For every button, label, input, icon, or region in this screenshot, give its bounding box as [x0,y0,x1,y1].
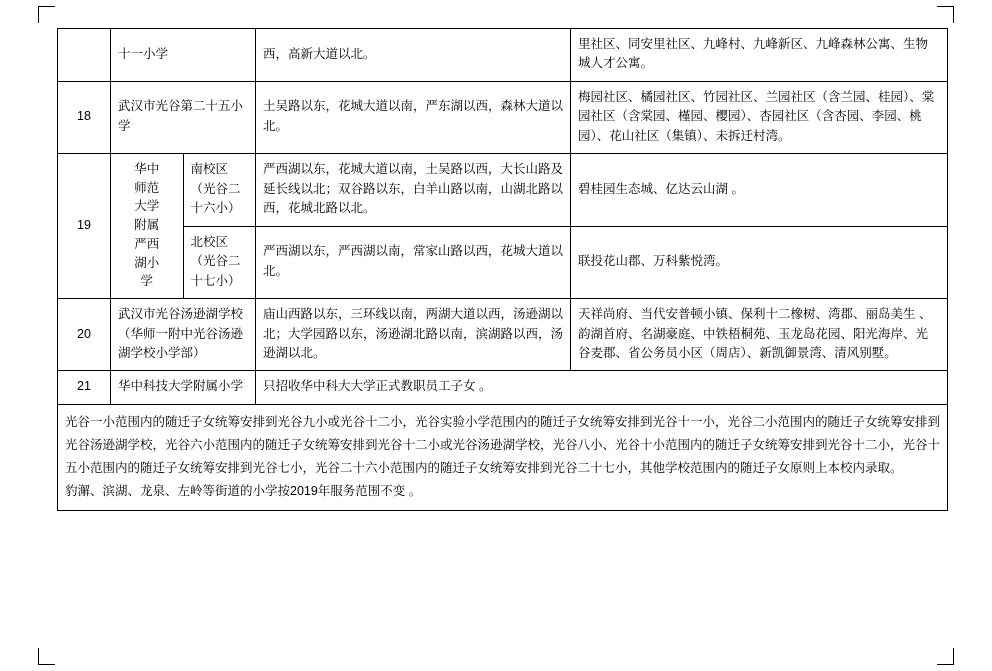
school-name-line: 学 [140,274,153,289]
school-name-line: 严西 [134,236,160,251]
community-list-cell: 天祥尚府、当代安普顿小镇、保利十二橡树、湾郡、丽岛美生 、韵湖首府、名湖豪庭、中铁梧桐苑、玉龙岛花园、阳光海岸、光谷麦郡、省公务员小区（周店）、新凯御景湾、清风别墅。 [571,299,948,371]
footnote-cell [58,404,948,511]
crop-mark-top-left [38,6,55,23]
service-range-cell: 西，高新大道以北。 [256,29,571,82]
school-name-line: 大学 [134,199,160,214]
campus-name-cell: 北校区（光谷二十七小） [183,226,256,299]
service-range-cell: 只招收华中科大大学正式教职员工子女 。 [256,371,948,404]
table-row [58,371,948,404]
crop-mark-bottom-right [937,648,954,665]
school-name-line: 师范 [134,180,160,195]
table-row [58,226,948,299]
crop-mark-bottom-left [38,648,55,665]
community-list-cell: 碧桂园生态城、亿达云山湖 。 [571,153,948,226]
table-row [58,29,948,82]
row-number-cell: 18 [58,81,111,153]
school-name-line: 华中 [134,161,160,176]
community-list-cell: 里社区、同安里社区、九峰村、九峰新区、九峰森林公寓、生物城人才公寓。 [571,29,948,82]
row-number-cell: 20 [58,299,111,371]
row-number-cell: 19 [58,153,111,298]
school-district-table [57,28,948,511]
school-name-cell: 武汉市光谷第二十五小学 [111,81,256,153]
table-row [58,81,948,153]
school-name-line: 附属 [134,218,160,233]
crop-mark-top-right [937,6,954,23]
community-list-cell: 梅园社区、橘园社区、竹园社区、兰园社区（含兰园、桂园）、棠园社区（含棠园、槿园、樱园）、杏园社区（含杏园、李园、桃园）、花山社区（集镇）、未拆迁村湾。 [571,81,948,153]
community-list-cell: 联投花山郡、万科紫悦湾。 [571,226,948,299]
service-range-cell: 土吴路以东，花城大道以南，严东湖以西，森林大道以北。 [256,81,571,153]
table-row [58,404,948,511]
footnote-paragraph: 豹澥、滨湖、龙泉、左岭等街道的小学按2019年服务范围不变 。 [65,484,422,498]
service-range-cell: 严西湖以东，严西湖以南，常家山路以西，花城大道以北。 [256,226,571,299]
school-name-cell: 华中科技大学附属小学 [111,371,256,404]
service-range-cell: 严西湖以东，花城大道以南，土吴路以西，大长山路及延长线以北；双谷路以东，白羊山路以南，山湖北路以西，花城北路以北。 [256,153,571,226]
service-range-cell: 庙山西路以东，三环线以南，两湖大道以西，汤逊湖以北；大学园路以东，汤逊湖北路以南，滨湖路以西，汤逊湖以北。 [256,299,571,371]
row-number-cell: 21 [58,371,111,404]
table-row [58,299,948,371]
school-name-line: 湖小 [134,255,160,270]
document-page [57,28,948,511]
footnote-paragraph: 光谷一小范围内的随迁子女统筹安排到光谷九小或光谷十二小，光谷实验小学范围内的随迁子女统筹安排到光谷十一小，光谷二小范围内的随迁子女统筹安排到光谷汤逊湖学校，光谷六小范围内的随迁子女统筹安排到光谷十二小或光谷汤逊湖学校，光谷八小、光谷十小范围内的随迁子女统筹安排到光谷十二小，光谷十五小范围内的随迁子女统筹安排到光谷七小，光谷二十六小范围内的随迁子女统筹安排到光谷二十七小，其他学校范围内的随迁子女原则上本校内录取。 [65,414,941,475]
school-name-cell [111,153,184,298]
row-number-cell [58,29,111,82]
table-row [58,153,948,226]
school-name-cell: 武汉市光谷汤逊湖学校（华师一附中光谷汤逊湖学校小学部） [111,299,256,371]
campus-name-cell: 南校区（光谷二十六小） [183,153,256,226]
school-name-cell: 十一小学 [111,29,256,82]
